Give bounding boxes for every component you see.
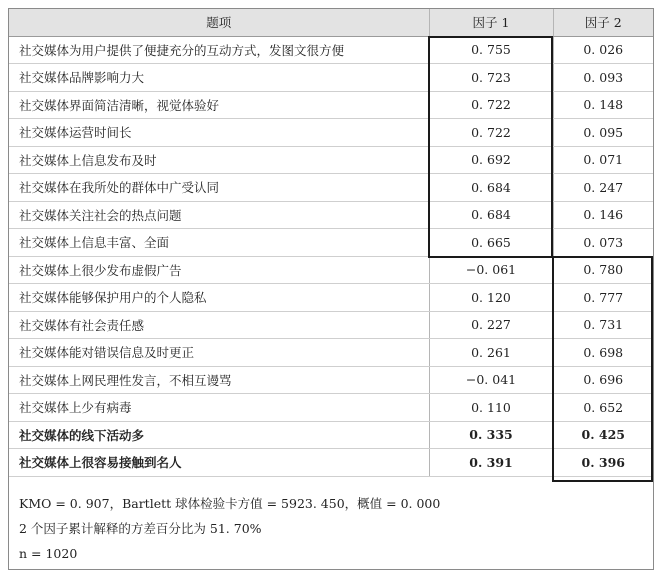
row-factor-1-value: 0. 110 — [429, 394, 553, 422]
row-item-label: 社交媒体上信息发布及时 — [9, 146, 429, 174]
row-factor-2-value: 0. 247 — [553, 174, 653, 202]
table-row — [9, 229, 653, 257]
row-item-label: 社交媒体品牌影响力大 — [9, 64, 429, 92]
row-item-label: 社交媒体的线下活动多 — [9, 421, 429, 449]
row-factor-1-value: 0. 723 — [429, 64, 553, 92]
row-factor-2-value: 0. 146 — [553, 201, 653, 229]
table-row — [9, 366, 653, 394]
header-item: 题项 — [9, 9, 429, 36]
row-factor-1-value: 0. 722 — [429, 119, 553, 147]
row-item-label: 社交媒体能对错误信息及时更正 — [9, 339, 429, 367]
row-factor-2-value: 0. 425 — [553, 421, 653, 449]
row-item-label: 社交媒体上很少发布虚假广告 — [9, 256, 429, 284]
row-item-label: 社交媒体为用户提供了便捷充分的互动方式，发图文很方便 — [9, 36, 429, 64]
table-notes — [19, 491, 440, 566]
table-row — [9, 91, 653, 119]
row-factor-2-value: 0. 780 — [553, 256, 653, 284]
table-row — [9, 449, 653, 477]
table-row — [9, 421, 653, 449]
table-row — [9, 311, 653, 339]
table-row — [9, 64, 653, 92]
row-factor-1-value: 0. 692 — [429, 146, 553, 174]
row-factor-1-value: 0. 335 — [429, 421, 553, 449]
table-row — [9, 146, 653, 174]
row-factor-2-value: 0. 698 — [553, 339, 653, 367]
row-factor-2-value: 0. 396 — [553, 449, 653, 477]
row-item-label: 社交媒体界面简洁清晰，视觉体验好 — [9, 91, 429, 119]
row-factor-2-value: 0. 696 — [553, 366, 653, 394]
header-factor-2: 因子 2 — [553, 9, 653, 36]
row-factor-2-value: 0. 731 — [553, 311, 653, 339]
row-item-label: 社交媒体关注社会的热点问题 — [9, 201, 429, 229]
table-row — [9, 36, 653, 64]
row-factor-1-value: 0. 684 — [429, 174, 553, 202]
row-item-label: 社交媒体上网民理性发言，不相互谩骂 — [9, 366, 429, 394]
note-sample-size: n = 1020 — [19, 546, 78, 561]
table-row — [9, 339, 653, 367]
table-header-row — [9, 9, 653, 36]
row-factor-1-value: 0. 391 — [429, 449, 553, 477]
factor-loading-table — [9, 9, 653, 477]
header-factor-1: 因子 1 — [429, 9, 553, 36]
row-factor-1-value: 0. 722 — [429, 91, 553, 119]
table-row — [9, 201, 653, 229]
table-row — [9, 119, 653, 147]
row-factor-2-value: 0. 148 — [553, 91, 653, 119]
table-row — [9, 256, 653, 284]
row-factor-1-value: 0. 227 — [429, 311, 553, 339]
table-row — [9, 394, 653, 422]
note-variance-explained: 2 个因子累计解释的方差百分比为 51. 70% — [19, 521, 262, 536]
row-factor-1-value: −0. 061 — [429, 256, 553, 284]
row-factor-1-value: 0. 261 — [429, 339, 553, 367]
row-item-label: 社交媒体上少有病毒 — [9, 394, 429, 422]
row-factor-1-value: −0. 041 — [429, 366, 553, 394]
table-row — [9, 174, 653, 202]
table-row — [9, 284, 653, 312]
row-factor-2-value: 0. 652 — [553, 394, 653, 422]
row-item-label: 社交媒体在我所处的群体中广受认同 — [9, 174, 429, 202]
factor-loading-table-panel — [8, 8, 654, 570]
row-factor-1-value: 0. 684 — [429, 201, 553, 229]
row-factor-2-value: 0. 095 — [553, 119, 653, 147]
row-item-label: 社交媒体上信息丰富、全面 — [9, 229, 429, 257]
row-factor-1-value: 0. 120 — [429, 284, 553, 312]
row-factor-1-value: 0. 665 — [429, 229, 553, 257]
row-factor-2-value: 0. 026 — [553, 36, 653, 64]
row-item-label: 社交媒体有社会责任感 — [9, 311, 429, 339]
row-factor-2-value: 0. 093 — [553, 64, 653, 92]
row-factor-2-value: 0. 777 — [553, 284, 653, 312]
row-item-label: 社交媒体运营时间长 — [9, 119, 429, 147]
row-item-label: 社交媒体上很容易接触到名人 — [9, 449, 429, 477]
row-item-label: 社交媒体能够保护用户的个人隐私 — [9, 284, 429, 312]
row-factor-2-value: 0. 071 — [553, 146, 653, 174]
row-factor-1-value: 0. 755 — [429, 36, 553, 64]
note-kmo-bartlett: KMO = 0. 907，Bartlett 球体检验卡方值 = 5923. 450，概值 = 0. 000 — [19, 496, 441, 511]
row-factor-2-value: 0. 073 — [553, 229, 653, 257]
